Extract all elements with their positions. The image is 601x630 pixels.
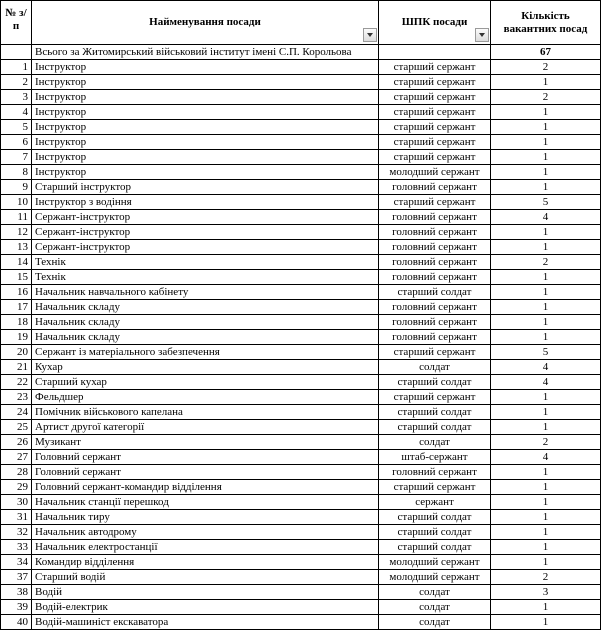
position-name: Водій-машиніст екскаватора: [32, 615, 379, 630]
vacancy-count: 1: [491, 330, 601, 345]
position-rank: старший сержант: [379, 90, 491, 105]
position-name: Начальник навчального кабінету: [32, 285, 379, 300]
total-num-cell: [1, 45, 32, 60]
total-label: Всього за Житомирський військовий інститут імені С.П. Корольова: [32, 45, 379, 60]
vacancy-count: 2: [491, 255, 601, 270]
row-number: 38: [1, 585, 32, 600]
vacancy-count: 4: [491, 450, 601, 465]
row-number: 39: [1, 600, 32, 615]
table-row: [1, 465, 601, 480]
position-rank: солдат: [379, 615, 491, 630]
position-rank: молодший сержант: [379, 555, 491, 570]
row-number: 9: [1, 180, 32, 195]
table-row: [1, 615, 601, 630]
position-rank: солдат: [379, 435, 491, 450]
position-rank: старший сержант: [379, 120, 491, 135]
row-number: 30: [1, 495, 32, 510]
vacancy-count: 1: [491, 165, 601, 180]
table-row: [1, 120, 601, 135]
total-row: [1, 45, 601, 60]
table-row: [1, 570, 601, 585]
position-rank: старший солдат: [379, 420, 491, 435]
total-rank-cell: [379, 45, 491, 60]
position-name: Інструктор: [32, 165, 379, 180]
position-name: Сержант-інструктор: [32, 225, 379, 240]
position-name: Музикант: [32, 435, 379, 450]
position-name: Помічник військового капелана: [32, 405, 379, 420]
position-name: Начальник складу: [32, 300, 379, 315]
position-name: Старший інструктор: [32, 180, 379, 195]
vacancy-count: 1: [491, 315, 601, 330]
row-number: 15: [1, 270, 32, 285]
row-number: 13: [1, 240, 32, 255]
table-row: [1, 525, 601, 540]
position-name: Технік: [32, 270, 379, 285]
vacancy-count: 2: [491, 570, 601, 585]
table-row: [1, 360, 601, 375]
vacancy-count: 1: [491, 600, 601, 615]
vacancy-count: 1: [491, 540, 601, 555]
row-number: 3: [1, 90, 32, 105]
row-number: 8: [1, 165, 32, 180]
vacancy-count: 4: [491, 210, 601, 225]
table-row: [1, 150, 601, 165]
row-number: 10: [1, 195, 32, 210]
table-row: [1, 255, 601, 270]
position-rank: головний сержант: [379, 465, 491, 480]
vacancy-count: 2: [491, 60, 601, 75]
table-row: [1, 165, 601, 180]
position-name: Інструктор з водіння: [32, 195, 379, 210]
row-number: 32: [1, 525, 32, 540]
position-name: Інструктор: [32, 60, 379, 75]
table-row: [1, 225, 601, 240]
header-name-label: Найменування посади: [149, 16, 261, 28]
position-rank: головний сержант: [379, 180, 491, 195]
table-row: [1, 180, 601, 195]
vacancy-count: 2: [491, 90, 601, 105]
table-row: [1, 75, 601, 90]
position-rank: старший сержант: [379, 150, 491, 165]
vacancy-count: 1: [491, 480, 601, 495]
position-name: Артист другої категорії: [32, 420, 379, 435]
vacancy-count: 1: [491, 405, 601, 420]
position-name: Начальник складу: [32, 315, 379, 330]
position-name: Начальник складу: [32, 330, 379, 345]
row-number: 21: [1, 360, 32, 375]
position-name: Старший кухар: [32, 375, 379, 390]
table-row: [1, 270, 601, 285]
position-rank: старший сержант: [379, 135, 491, 150]
table-row: [1, 600, 601, 615]
row-number: 18: [1, 315, 32, 330]
filter-dropdown-rank[interactable]: [475, 28, 489, 42]
position-rank: старший солдат: [379, 540, 491, 555]
table-row: [1, 135, 601, 150]
position-rank: старший солдат: [379, 285, 491, 300]
position-name: Головний сержант: [32, 450, 379, 465]
position-rank: старший сержант: [379, 345, 491, 360]
position-name: Начальник автодрому: [32, 525, 379, 540]
position-rank: старший солдат: [379, 525, 491, 540]
vacancy-count: 4: [491, 360, 601, 375]
position-rank: головний сержант: [379, 210, 491, 225]
vacancy-count: 5: [491, 195, 601, 210]
vacancy-count: 1: [491, 270, 601, 285]
header-row: [1, 1, 601, 45]
header-rank-label: ШПК посади: [401, 16, 468, 28]
row-number: 28: [1, 465, 32, 480]
header-rank: [379, 1, 491, 45]
row-number: 4: [1, 105, 32, 120]
position-rank: головний сержант: [379, 255, 491, 270]
position-rank: головний сержант: [379, 315, 491, 330]
table-row: [1, 495, 601, 510]
vacancy-count: 3: [491, 585, 601, 600]
position-rank: головний сержант: [379, 270, 491, 285]
vacancy-count: 1: [491, 510, 601, 525]
table-row: [1, 60, 601, 75]
table-row: [1, 345, 601, 360]
vacancy-count: 1: [491, 420, 601, 435]
table-row: [1, 240, 601, 255]
row-number: 2: [1, 75, 32, 90]
position-rank: молодший сержант: [379, 165, 491, 180]
vacancy-count: 1: [491, 135, 601, 150]
position-rank: головний сержант: [379, 225, 491, 240]
position-name: Старший водій: [32, 570, 379, 585]
position-name: Головний сержант: [32, 465, 379, 480]
position-name: Водій-електрик: [32, 600, 379, 615]
header-num: № з/п: [1, 1, 32, 45]
vacancy-count: 1: [491, 105, 601, 120]
position-rank: старший сержант: [379, 195, 491, 210]
position-name: Інструктор: [32, 105, 379, 120]
row-number: 17: [1, 300, 32, 315]
table-row: [1, 375, 601, 390]
row-number: 31: [1, 510, 32, 525]
chevron-down-icon: [367, 33, 373, 37]
position-rank: солдат: [379, 600, 491, 615]
table-row: [1, 555, 601, 570]
table-row: [1, 315, 601, 330]
vacancy-count: 1: [491, 525, 601, 540]
position-name: Технік: [32, 255, 379, 270]
position-rank: штаб-сержант: [379, 450, 491, 465]
position-rank: старший сержант: [379, 75, 491, 90]
vacancy-count: 1: [491, 75, 601, 90]
row-number: 5: [1, 120, 32, 135]
vacancy-count: 1: [491, 180, 601, 195]
position-name: Кухар: [32, 360, 379, 375]
row-number: 23: [1, 390, 32, 405]
position-name: Начальник станції перешкод: [32, 495, 379, 510]
row-number: 22: [1, 375, 32, 390]
row-number: 34: [1, 555, 32, 570]
position-name: Фельдшер: [32, 390, 379, 405]
row-number: 26: [1, 435, 32, 450]
position-rank: старший сержант: [379, 480, 491, 495]
position-rank: старший солдат: [379, 510, 491, 525]
table-row: [1, 405, 601, 420]
position-rank: солдат: [379, 585, 491, 600]
position-rank: старший сержант: [379, 390, 491, 405]
table-row: [1, 435, 601, 450]
table-row: [1, 90, 601, 105]
row-number: 27: [1, 450, 32, 465]
vacancy-count: 1: [491, 465, 601, 480]
position-name: Начальник електростанції: [32, 540, 379, 555]
position-rank: головний сержант: [379, 300, 491, 315]
position-name: Начальник тиру: [32, 510, 379, 525]
table-row: [1, 540, 601, 555]
chevron-down-icon: [479, 33, 485, 37]
vacancy-count: 1: [491, 495, 601, 510]
row-number: 40: [1, 615, 32, 630]
vacancy-count: 1: [491, 300, 601, 315]
table-row: [1, 195, 601, 210]
position-rank: головний сержант: [379, 240, 491, 255]
table-row: [1, 510, 601, 525]
row-number: 12: [1, 225, 32, 240]
vacancy-count: 1: [491, 615, 601, 630]
table-row: [1, 480, 601, 495]
position-rank: молодший сержант: [379, 570, 491, 585]
position-name: Сержант-інструктор: [32, 240, 379, 255]
position-rank: солдат: [379, 360, 491, 375]
row-number: 1: [1, 60, 32, 75]
header-count: Кількість вакантних посад: [491, 1, 601, 45]
table-row: [1, 330, 601, 345]
table-row: [1, 105, 601, 120]
table-row: [1, 585, 601, 600]
table-row: [1, 285, 601, 300]
table-row: [1, 420, 601, 435]
position-name: Інструктор: [32, 120, 379, 135]
position-name: Сержант із матеріального забезпечення: [32, 345, 379, 360]
row-number: 24: [1, 405, 32, 420]
vacancy-count: 1: [491, 120, 601, 135]
position-name: Інструктор: [32, 90, 379, 105]
row-number: 16: [1, 285, 32, 300]
row-number: 25: [1, 420, 32, 435]
vacancy-count: 1: [491, 150, 601, 165]
table-row: [1, 300, 601, 315]
position-name: Водій: [32, 585, 379, 600]
position-rank: старший солдат: [379, 375, 491, 390]
position-name: Інструктор: [32, 75, 379, 90]
position-rank: старший сержант: [379, 60, 491, 75]
position-name: Командир відділення: [32, 555, 379, 570]
position-name: Головний сержант-командир відділення: [32, 480, 379, 495]
vacancy-count: 1: [491, 225, 601, 240]
header-name: [32, 1, 379, 45]
row-number: 11: [1, 210, 32, 225]
row-number: 33: [1, 540, 32, 555]
position-rank: сержант: [379, 495, 491, 510]
vacancy-count: 1: [491, 285, 601, 300]
vacancy-count: 1: [491, 555, 601, 570]
filter-dropdown-name[interactable]: [363, 28, 377, 42]
vacancy-count: 1: [491, 390, 601, 405]
position-rank: старший солдат: [379, 405, 491, 420]
table-row: [1, 450, 601, 465]
total-count: 67: [491, 45, 601, 60]
table-row: [1, 210, 601, 225]
vacancy-count: 5: [491, 345, 601, 360]
row-number: 6: [1, 135, 32, 150]
row-number: 29: [1, 480, 32, 495]
position-rank: головний сержант: [379, 330, 491, 345]
position-name: Сержант-інструктор: [32, 210, 379, 225]
row-number: 20: [1, 345, 32, 360]
position-name: Інструктор: [32, 135, 379, 150]
vacancy-count: 4: [491, 375, 601, 390]
row-number: 19: [1, 330, 32, 345]
row-number: 37: [1, 570, 32, 585]
position-name: Інструктор: [32, 150, 379, 165]
position-rank: старший сержант: [379, 105, 491, 120]
row-number: 7: [1, 150, 32, 165]
row-number: 14: [1, 255, 32, 270]
vacancy-count: 1: [491, 240, 601, 255]
table-row: [1, 390, 601, 405]
vacancy-count: 2: [491, 435, 601, 450]
